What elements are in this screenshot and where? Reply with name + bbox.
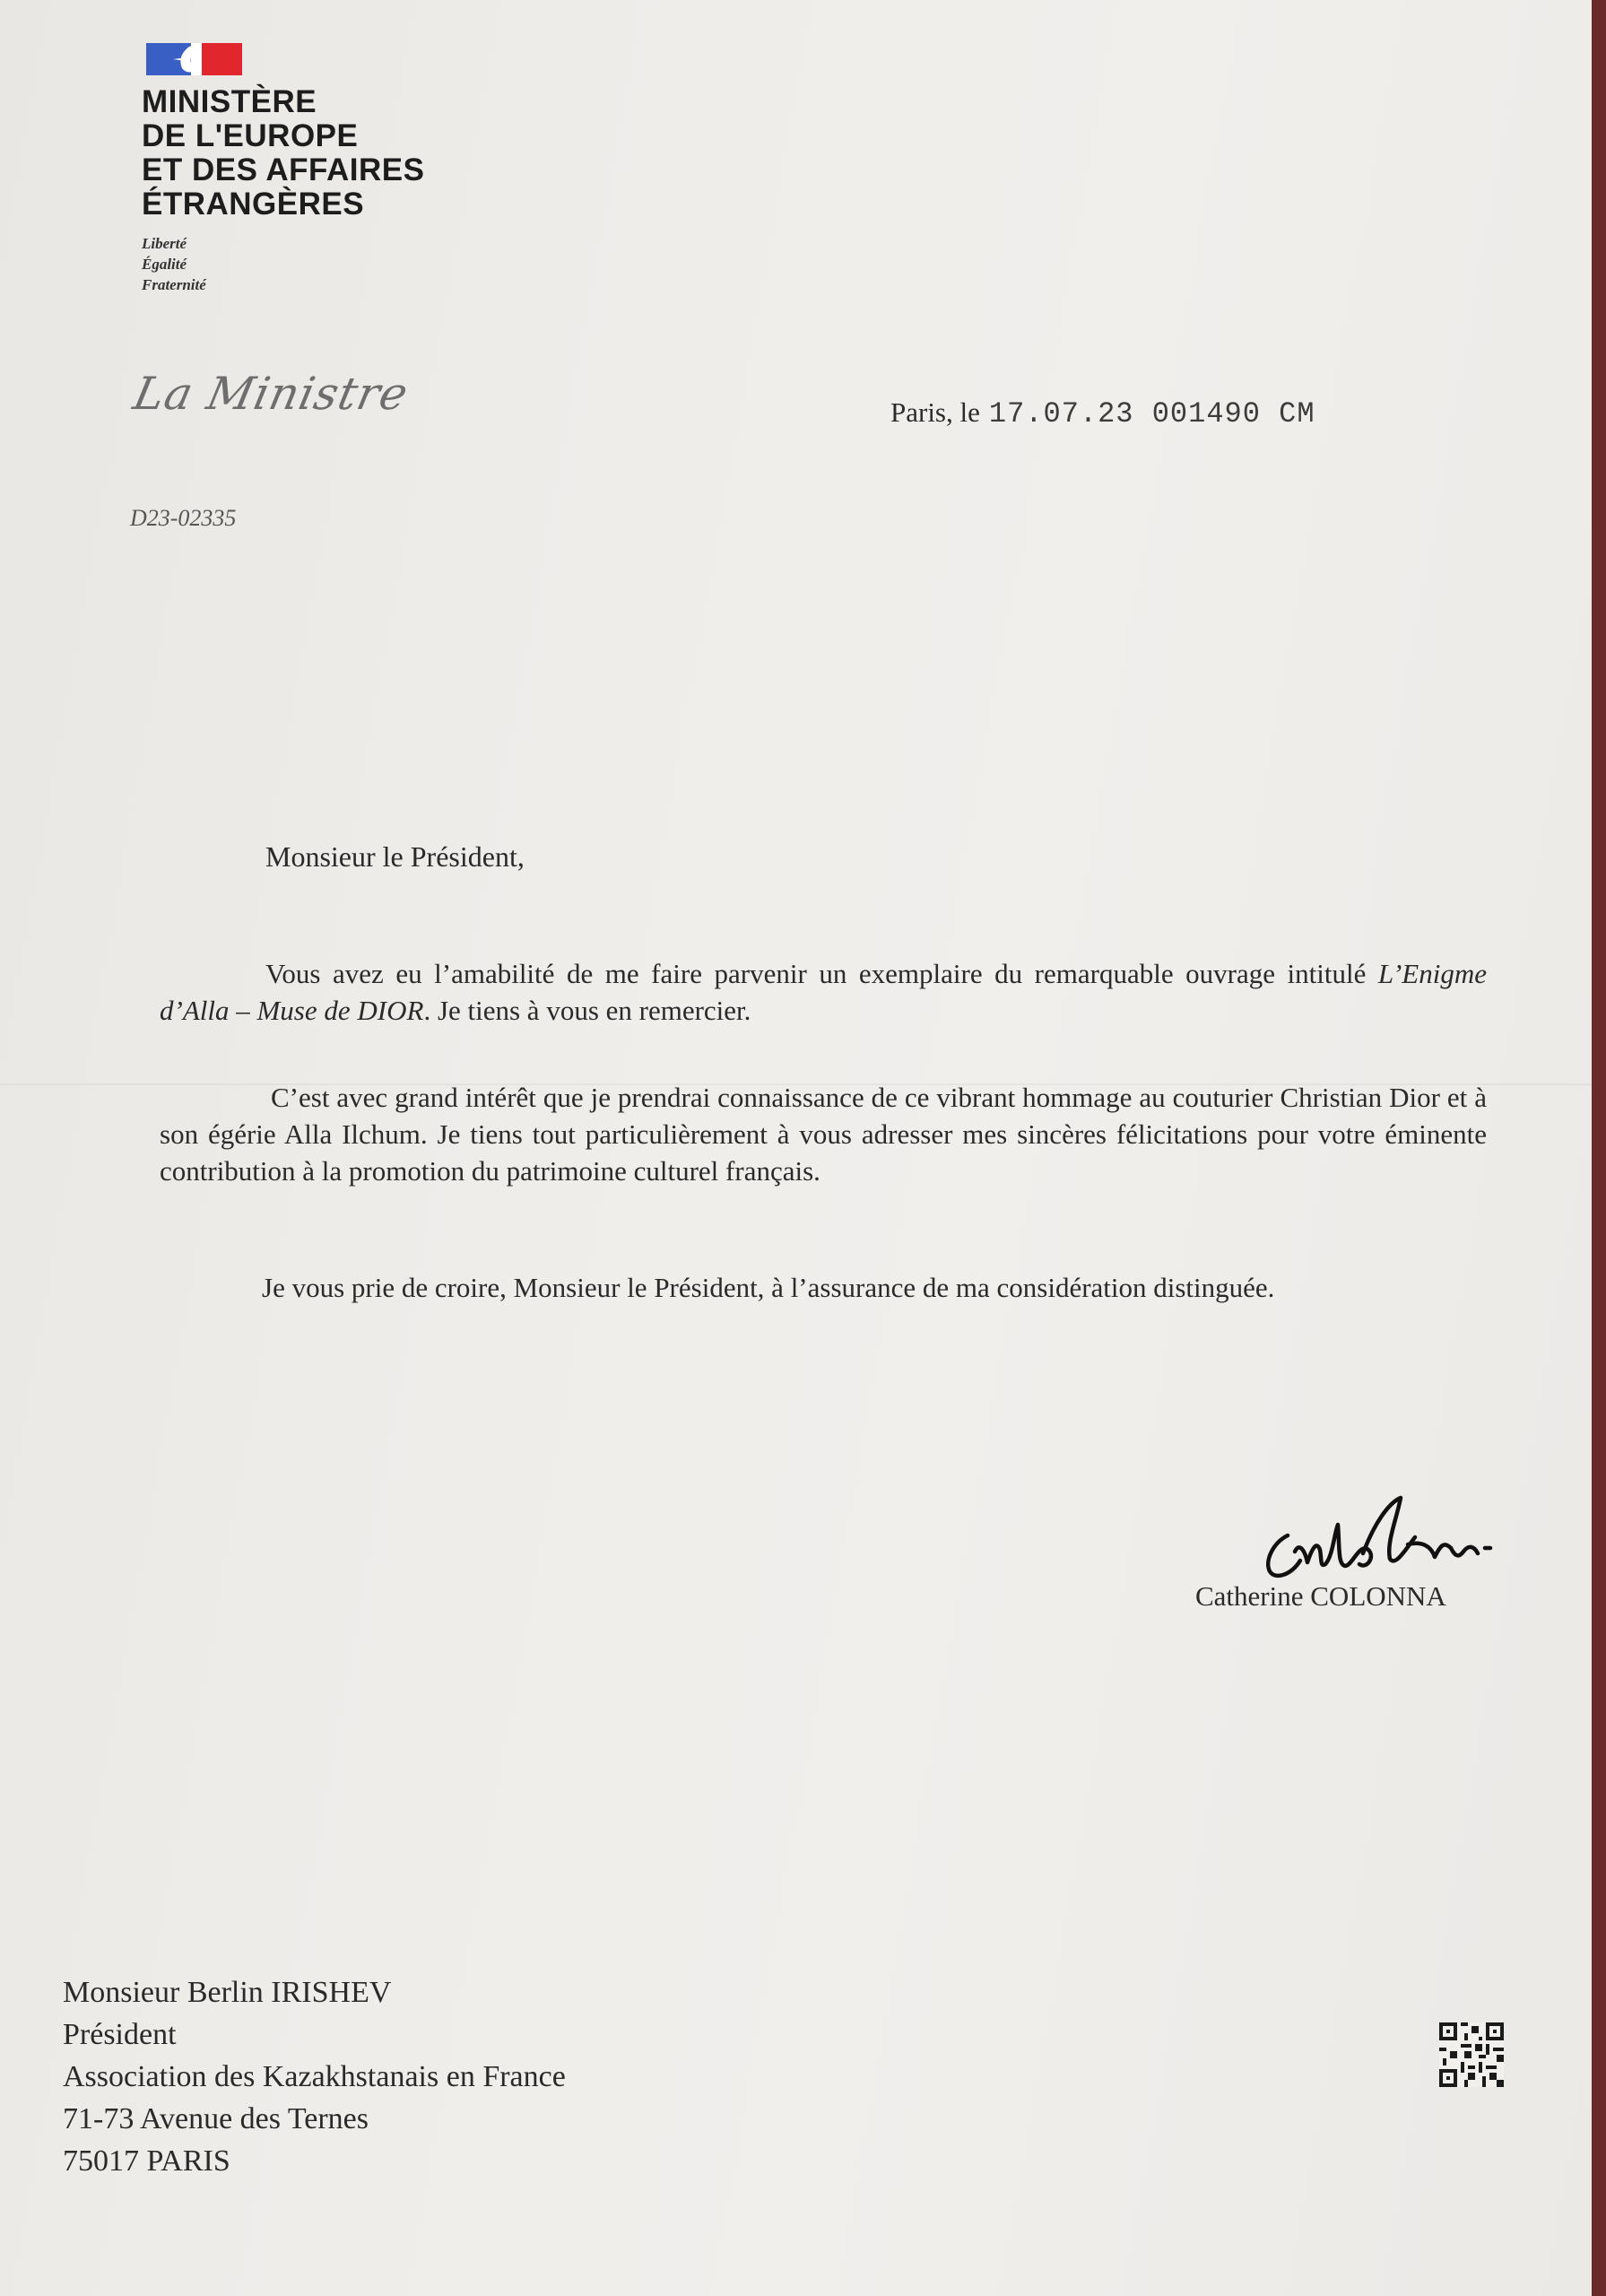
motto-line: Fraternité	[142, 276, 206, 293]
ministry-line: ET DES AFFAIRES	[142, 152, 425, 187]
recipient-street: 71-73 Avenue des Ternes	[63, 2102, 369, 2135]
ministry-line: DE L'EUROPE	[142, 118, 359, 153]
qr-code-icon	[1439, 2022, 1504, 2087]
recipient-city: 75017 PARIS	[63, 2144, 230, 2178]
paragraph-congratulations: C’est avec grand intérêt que je prendrai connaissance de ce vibrant hommage au couturier Christian Dior et à son égérie Alla Ilchum. Je tiens tout particulièrement à vous adresser mes sincères félicitations pour votre éminente contribution à la promotion du patrimoine culturel français.	[160, 1082, 1487, 1187]
recipient-address	[63, 1971, 566, 2182]
salutation: Monsieur le Président,	[265, 840, 525, 873]
date-line	[890, 396, 1315, 430]
paragraph-thanks	[160, 955, 1487, 1029]
ministry-line: MINISTÈRE	[142, 84, 317, 119]
paragraph-text: . Je tiens à vous en remercier.	[423, 995, 751, 1026]
recipient-name: Monsieur Berlin IRISHEV	[63, 1976, 392, 2009]
republic-motto	[142, 233, 206, 295]
reference-number: D23-02335	[130, 505, 237, 531]
date-stamp: 17.07.23 001490 CM	[988, 397, 1315, 430]
place-prefix: Paris, le	[890, 396, 980, 428]
paragraph-closing: Je vous prie de croire, Monsieur le Président, à l’assurance de ma considération distinguée.	[262, 1272, 1275, 1303]
signatory-name: Catherine COLONNA	[1195, 1580, 1446, 1612]
motto-line: Égalité	[142, 256, 187, 273]
marianne-logo-icon	[146, 43, 242, 75]
book-title: L’Enigme d’Alla – Muse de DIOR	[160, 958, 1487, 1026]
handwritten-signature	[1255, 1471, 1542, 1587]
sender-title: La Ministre	[128, 368, 413, 420]
ministry-line: ÉTRANGÈRES	[142, 187, 365, 222]
paragraph-text: Vous avez eu l’amabilité de me faire parvenir un exemplaire du remarquable ouvrage intitulé	[265, 958, 1378, 989]
motto-line: Liberté	[142, 235, 187, 252]
recipient-title: Président	[63, 2018, 177, 2051]
recipient-organization: Association des Kazakhstanais en France	[63, 2060, 566, 2093]
ministry-name	[142, 85, 424, 222]
